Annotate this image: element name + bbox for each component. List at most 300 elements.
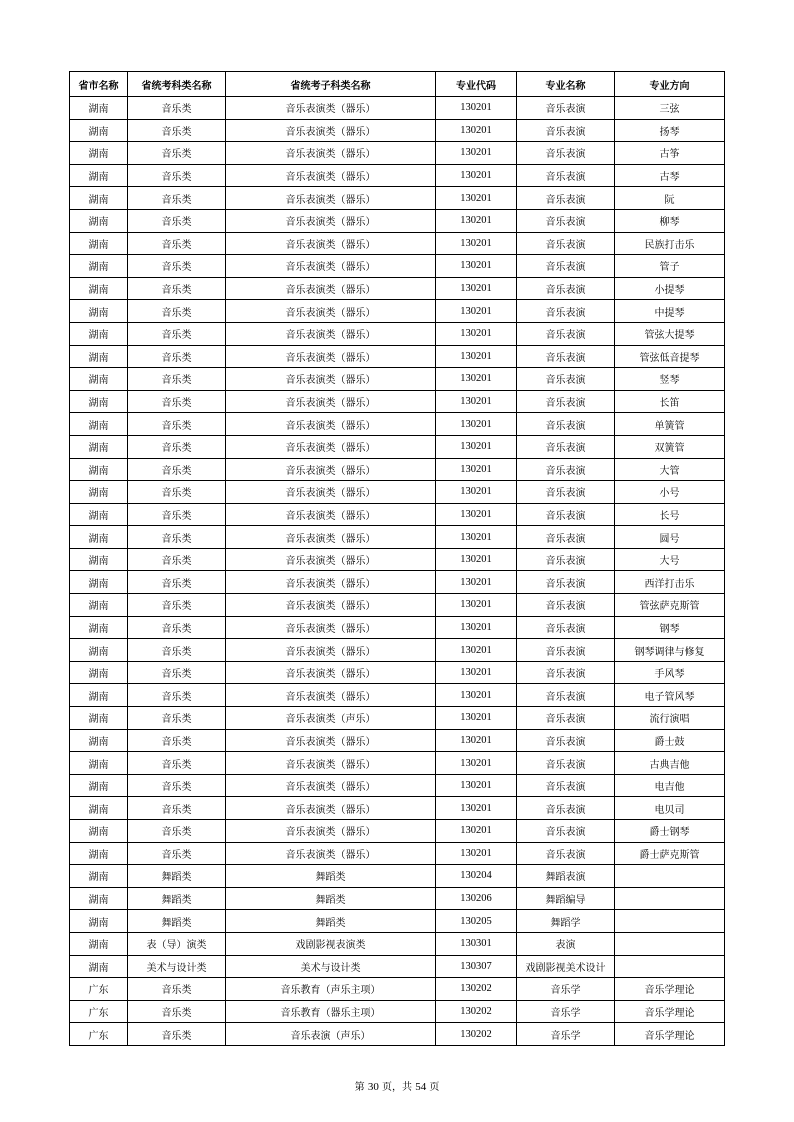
cell-exam-subcategory: 音乐表演类（器乐） (226, 797, 436, 820)
cell-major-name: 音乐表演 (517, 142, 615, 165)
cell-major-direction: 管弦低音提琴 (615, 345, 725, 368)
cell-exam-subcategory: 音乐表演类（器乐） (226, 481, 436, 504)
cell-exam-category: 音乐类 (128, 526, 226, 549)
cell-major-name: 音乐学 (517, 978, 615, 1001)
cell-major-code: 130201 (436, 594, 517, 617)
cell-exam-category: 音乐类 (128, 119, 226, 142)
cell-major-code: 130201 (436, 639, 517, 662)
cell-exam-subcategory: 音乐表演类（器乐） (226, 322, 436, 345)
cell-province: 湖南 (70, 164, 128, 187)
cell-major-code: 130201 (436, 119, 517, 142)
cell-province: 湖南 (70, 435, 128, 458)
table-row (70, 820, 725, 843)
cell-major-code: 130201 (436, 458, 517, 481)
cell-major-direction: 单簧管 (615, 413, 725, 436)
table-row (70, 255, 725, 278)
table-row (70, 729, 725, 752)
cell-exam-subcategory: 音乐表演类（器乐） (226, 142, 436, 165)
cell-exam-subcategory: 美术与设计类 (226, 955, 436, 978)
cell-province: 湖南 (70, 119, 128, 142)
table-row (70, 910, 725, 933)
cell-major-code: 130201 (436, 164, 517, 187)
table-row (70, 616, 725, 639)
cell-major-name: 音乐表演 (517, 842, 615, 865)
cell-major-name: 戏剧影视美术设计 (517, 955, 615, 978)
table-row (70, 1000, 725, 1023)
cell-major-name: 音乐表演 (517, 300, 615, 323)
cell-exam-category: 音乐类 (128, 255, 226, 278)
cell-province: 湖南 (70, 571, 128, 594)
cell-exam-category: 舞蹈类 (128, 865, 226, 888)
table-row (70, 368, 725, 391)
cell-exam-subcategory: 戏剧影视表演类 (226, 932, 436, 955)
cell-exam-category: 舞蹈类 (128, 910, 226, 933)
cell-exam-subcategory: 音乐表演类（器乐） (226, 413, 436, 436)
cell-province: 湖南 (70, 910, 128, 933)
cell-major-direction: 手风琴 (615, 661, 725, 684)
cell-exam-category: 舞蹈类 (128, 887, 226, 910)
table-row (70, 774, 725, 797)
cell-exam-category: 音乐类 (128, 277, 226, 300)
cell-exam-category: 音乐类 (128, 97, 226, 120)
cell-major-code: 130201 (436, 255, 517, 278)
cell-major-name: 音乐表演 (517, 232, 615, 255)
cell-exam-subcategory: 音乐表演类（器乐） (226, 255, 436, 278)
cell-province: 广东 (70, 1000, 128, 1023)
cell-major-code: 130206 (436, 887, 517, 910)
cell-province: 湖南 (70, 932, 128, 955)
cell-province: 湖南 (70, 774, 128, 797)
cell-province: 湖南 (70, 255, 128, 278)
cell-major-name: 音乐表演 (517, 571, 615, 594)
cell-major-direction: 三弦 (615, 97, 725, 120)
cell-exam-category: 音乐类 (128, 752, 226, 775)
cell-exam-subcategory: 音乐表演类（器乐） (226, 571, 436, 594)
cell-major-direction (615, 932, 725, 955)
cell-major-code: 130201 (436, 322, 517, 345)
cell-exam-subcategory: 音乐表演类（器乐） (226, 820, 436, 843)
table-row (70, 639, 725, 662)
cell-major-direction: 音乐学理论 (615, 1000, 725, 1023)
cell-exam-category: 音乐类 (128, 481, 226, 504)
cell-province: 湖南 (70, 842, 128, 865)
cell-exam-category: 音乐类 (128, 684, 226, 707)
cell-major-direction: 流行演唱 (615, 707, 725, 730)
cell-major-direction: 电吉他 (615, 774, 725, 797)
cell-major-code: 130201 (436, 729, 517, 752)
cell-major-direction (615, 955, 725, 978)
cell-province: 湖南 (70, 887, 128, 910)
header-major-code: 专业代码 (436, 72, 517, 97)
cell-province: 湖南 (70, 345, 128, 368)
cell-major-direction: 长笛 (615, 390, 725, 413)
cell-exam-subcategory: 音乐表演类（器乐） (226, 119, 436, 142)
cell-province: 湖南 (70, 300, 128, 323)
table-row (70, 1023, 725, 1046)
cell-exam-subcategory: 音乐表演类（器乐） (226, 164, 436, 187)
cell-exam-category: 音乐类 (128, 774, 226, 797)
cell-province: 湖南 (70, 526, 128, 549)
cell-province: 湖南 (70, 955, 128, 978)
cell-exam-subcategory: 舞蹈类 (226, 887, 436, 910)
cell-major-code: 130201 (436, 842, 517, 865)
header-major-name: 专业名称 (517, 72, 615, 97)
cell-major-direction: 民族打击乐 (615, 232, 725, 255)
cell-exam-subcategory: 音乐表演类（器乐） (226, 277, 436, 300)
cell-exam-category: 音乐类 (128, 707, 226, 730)
cell-exam-category: 音乐类 (128, 390, 226, 413)
table-row (70, 164, 725, 187)
cell-exam-subcategory: 音乐表演类（器乐） (226, 187, 436, 210)
cell-major-direction: 扬琴 (615, 119, 725, 142)
cell-exam-subcategory: 音乐表演类（声乐） (226, 707, 436, 730)
cell-major-direction (615, 865, 725, 888)
cell-major-direction: 大号 (615, 548, 725, 571)
cell-exam-subcategory: 音乐表演类（器乐） (226, 345, 436, 368)
cell-major-name: 音乐表演 (517, 255, 615, 278)
cell-major-direction: 古琴 (615, 164, 725, 187)
cell-major-name: 音乐表演 (517, 707, 615, 730)
footer-suffix: 页 (429, 1082, 440, 1093)
cell-province: 湖南 (70, 639, 128, 662)
table-row (70, 390, 725, 413)
cell-major-name: 音乐表演 (517, 639, 615, 662)
table-row (70, 978, 725, 1001)
cell-province: 湖南 (70, 707, 128, 730)
cell-exam-category: 音乐类 (128, 661, 226, 684)
cell-major-direction: 阮 (615, 187, 725, 210)
cell-major-code: 130202 (436, 978, 517, 1001)
table-row (70, 413, 725, 436)
table-row (70, 503, 725, 526)
cell-exam-subcategory: 音乐表演类（器乐） (226, 616, 436, 639)
table-row (70, 187, 725, 210)
table-row (70, 322, 725, 345)
cell-exam-subcategory: 音乐表演类（器乐） (226, 368, 436, 391)
cell-major-code: 130201 (436, 526, 517, 549)
cell-exam-subcategory: 音乐表演类（器乐） (226, 548, 436, 571)
cell-major-direction: 长号 (615, 503, 725, 526)
cell-exam-subcategory: 音乐表演类（器乐） (226, 594, 436, 617)
cell-exam-category: 音乐类 (128, 413, 226, 436)
cell-major-direction: 电贝司 (615, 797, 725, 820)
cell-major-code: 130201 (436, 820, 517, 843)
cell-major-name: 音乐表演 (517, 322, 615, 345)
cell-exam-category: 音乐类 (128, 435, 226, 458)
cell-exam-subcategory: 音乐表演类（器乐） (226, 752, 436, 775)
table-row (70, 842, 725, 865)
cell-exam-subcategory: 音乐表演类（器乐） (226, 232, 436, 255)
cell-major-direction: 小号 (615, 481, 725, 504)
cell-major-name: 音乐表演 (517, 187, 615, 210)
cell-exam-subcategory: 音乐表演类（器乐） (226, 503, 436, 526)
cell-exam-category: 音乐类 (128, 164, 226, 187)
cell-major-name: 音乐表演 (517, 616, 615, 639)
cell-major-code: 130204 (436, 865, 517, 888)
cell-major-name: 舞蹈编导 (517, 887, 615, 910)
cell-exam-category: 音乐类 (128, 616, 226, 639)
cell-major-direction: 柳琴 (615, 209, 725, 232)
table-row (70, 458, 725, 481)
cell-major-name: 音乐表演 (517, 119, 615, 142)
cell-province: 湖南 (70, 684, 128, 707)
cell-exam-category: 音乐类 (128, 368, 226, 391)
cell-major-direction: 古典吉他 (615, 752, 725, 775)
cell-province: 湖南 (70, 503, 128, 526)
table-row (70, 119, 725, 142)
cell-province: 湖南 (70, 209, 128, 232)
table-row (70, 142, 725, 165)
cell-exam-subcategory: 音乐表演（声乐） (226, 1023, 436, 1046)
cell-major-code: 130201 (436, 368, 517, 391)
table-row (70, 571, 725, 594)
cell-major-name: 音乐表演 (517, 684, 615, 707)
table-row (70, 232, 725, 255)
cell-major-name: 音乐表演 (517, 481, 615, 504)
table-header-row (70, 72, 725, 97)
cell-exam-subcategory: 音乐教育（声乐主项） (226, 978, 436, 1001)
cell-major-name: 音乐表演 (517, 413, 615, 436)
cell-province: 湖南 (70, 616, 128, 639)
cell-exam-category: 音乐类 (128, 187, 226, 210)
cell-major-code: 130201 (436, 435, 517, 458)
cell-exam-category: 音乐类 (128, 571, 226, 594)
table-row (70, 277, 725, 300)
table-body (70, 97, 725, 1046)
cell-major-name: 音乐表演 (517, 209, 615, 232)
cell-major-name: 音乐表演 (517, 661, 615, 684)
cell-province: 广东 (70, 978, 128, 1001)
cell-exam-subcategory: 音乐表演类（器乐） (226, 390, 436, 413)
cell-major-direction: 管弦萨克斯管 (615, 594, 725, 617)
cell-exam-category: 音乐类 (128, 209, 226, 232)
cell-major-name: 音乐表演 (517, 503, 615, 526)
cell-exam-subcategory: 音乐表演类（器乐） (226, 729, 436, 752)
cell-major-name: 音乐表演 (517, 435, 615, 458)
cell-major-code: 130202 (436, 1000, 517, 1023)
cell-province: 湖南 (70, 322, 128, 345)
cell-exam-category: 音乐类 (128, 978, 226, 1001)
cell-major-name: 舞蹈学 (517, 910, 615, 933)
cell-major-code: 130201 (436, 774, 517, 797)
cell-major-code: 130205 (436, 910, 517, 933)
cell-exam-category: 音乐类 (128, 458, 226, 481)
cell-major-code: 130201 (436, 413, 517, 436)
page-footer (0, 1078, 794, 1093)
cell-major-direction (615, 887, 725, 910)
cell-major-direction: 圆号 (615, 526, 725, 549)
cell-major-code: 130201 (436, 707, 517, 730)
cell-exam-category: 音乐类 (128, 1000, 226, 1023)
cell-exam-subcategory: 音乐表演类（器乐） (226, 684, 436, 707)
cell-exam-subcategory: 音乐表演类（器乐） (226, 639, 436, 662)
table-row (70, 797, 725, 820)
cell-major-code: 130201 (436, 571, 517, 594)
cell-province: 湖南 (70, 413, 128, 436)
data-table-container (69, 71, 724, 1046)
cell-exam-subcategory: 音乐表演类（器乐） (226, 300, 436, 323)
cell-major-code: 130201 (436, 97, 517, 120)
cell-exam-subcategory: 音乐表演类（器乐） (226, 842, 436, 865)
cell-major-code: 130201 (436, 752, 517, 775)
table-row (70, 955, 725, 978)
cell-major-name: 音乐表演 (517, 548, 615, 571)
cell-major-code: 130201 (436, 277, 517, 300)
cell-major-name: 音乐表演 (517, 368, 615, 391)
cell-exam-subcategory: 音乐表演类（器乐） (226, 661, 436, 684)
major-table (69, 71, 725, 1046)
cell-major-direction: 古筝 (615, 142, 725, 165)
cell-major-name: 音乐表演 (517, 729, 615, 752)
cell-major-direction: 小提琴 (615, 277, 725, 300)
cell-major-code: 130201 (436, 390, 517, 413)
cell-major-code: 130202 (436, 1023, 517, 1046)
cell-exam-category: 音乐类 (128, 142, 226, 165)
cell-exam-category: 音乐类 (128, 797, 226, 820)
cell-major-name: 音乐表演 (517, 277, 615, 300)
cell-major-name: 音乐表演 (517, 774, 615, 797)
cell-exam-category: 音乐类 (128, 639, 226, 662)
table-row (70, 661, 725, 684)
table-row (70, 548, 725, 571)
cell-province: 湖南 (70, 820, 128, 843)
cell-major-name: 音乐表演 (517, 345, 615, 368)
table-row (70, 707, 725, 730)
cell-exam-subcategory: 音乐表演类（器乐） (226, 209, 436, 232)
cell-major-name: 音乐表演 (517, 390, 615, 413)
cell-province: 湖南 (70, 481, 128, 504)
table-row (70, 887, 725, 910)
table-row (70, 345, 725, 368)
table-row (70, 435, 725, 458)
cell-major-code: 130201 (436, 187, 517, 210)
cell-major-code: 130201 (436, 209, 517, 232)
cell-exam-category: 音乐类 (128, 548, 226, 571)
cell-major-direction: 大管 (615, 458, 725, 481)
cell-province: 湖南 (70, 752, 128, 775)
cell-exam-subcategory: 音乐表演类（器乐） (226, 458, 436, 481)
cell-major-direction: 管子 (615, 255, 725, 278)
cell-exam-subcategory: 音乐表演类（器乐） (226, 435, 436, 458)
table-row (70, 300, 725, 323)
cell-major-direction: 双簧管 (615, 435, 725, 458)
cell-major-direction: 音乐学理论 (615, 1023, 725, 1046)
cell-major-name: 音乐表演 (517, 97, 615, 120)
cell-province: 湖南 (70, 661, 128, 684)
cell-major-direction (615, 910, 725, 933)
cell-major-code: 130201 (436, 300, 517, 323)
cell-exam-subcategory: 音乐表演类（器乐） (226, 526, 436, 549)
cell-province: 湖南 (70, 390, 128, 413)
cell-exam-category: 音乐类 (128, 594, 226, 617)
cell-province: 湖南 (70, 594, 128, 617)
table-row (70, 481, 725, 504)
table-row (70, 209, 725, 232)
cell-major-direction: 竖琴 (615, 368, 725, 391)
table-row (70, 97, 725, 120)
cell-major-code: 130201 (436, 232, 517, 255)
cell-major-name: 音乐表演 (517, 458, 615, 481)
table-row (70, 932, 725, 955)
cell-province: 湖南 (70, 458, 128, 481)
cell-exam-subcategory: 音乐教育（器乐主项） (226, 1000, 436, 1023)
cell-major-direction: 钢琴 (615, 616, 725, 639)
cell-province: 湖南 (70, 548, 128, 571)
cell-exam-category: 音乐类 (128, 729, 226, 752)
cell-exam-category: 表（导）演类 (128, 932, 226, 955)
cell-major-code: 130201 (436, 684, 517, 707)
cell-major-code: 130201 (436, 797, 517, 820)
cell-exam-category: 音乐类 (128, 503, 226, 526)
cell-province: 湖南 (70, 797, 128, 820)
cell-major-name: 音乐表演 (517, 594, 615, 617)
cell-exam-subcategory: 舞蹈类 (226, 865, 436, 888)
cell-major-direction: 钢琴调律与修复 (615, 639, 725, 662)
header-exam-subcategory: 省统考子科类名称 (226, 72, 436, 97)
table-row (70, 594, 725, 617)
cell-exam-category: 美术与设计类 (128, 955, 226, 978)
cell-major-direction: 管弦大提琴 (615, 322, 725, 345)
cell-province: 湖南 (70, 865, 128, 888)
cell-major-code: 130201 (436, 661, 517, 684)
cell-major-name: 音乐表演 (517, 752, 615, 775)
cell-province: 湖南 (70, 187, 128, 210)
footer-page-number: 30 (367, 1081, 379, 1093)
table-row (70, 526, 725, 549)
cell-major-direction: 电子管风琴 (615, 684, 725, 707)
cell-major-name: 表演 (517, 932, 615, 955)
cell-exam-category: 音乐类 (128, 842, 226, 865)
footer-middle: 页，共 (382, 1082, 412, 1093)
cell-major-direction: 爵士萨克斯管 (615, 842, 725, 865)
header-exam-category: 省统考科类名称 (128, 72, 226, 97)
cell-major-code: 130201 (436, 345, 517, 368)
cell-major-direction: 爵士钢琴 (615, 820, 725, 843)
cell-major-name: 音乐表演 (517, 820, 615, 843)
cell-province: 湖南 (70, 142, 128, 165)
cell-province: 湖南 (70, 97, 128, 120)
cell-major-name: 舞蹈表演 (517, 865, 615, 888)
table-row (70, 752, 725, 775)
cell-major-code: 130201 (436, 481, 517, 504)
cell-major-code: 130301 (436, 932, 517, 955)
cell-province: 湖南 (70, 277, 128, 300)
cell-major-name: 音乐学 (517, 1000, 615, 1023)
cell-exam-category: 音乐类 (128, 300, 226, 323)
cell-major-code: 130307 (436, 955, 517, 978)
cell-province: 湖南 (70, 232, 128, 255)
table-row (70, 684, 725, 707)
cell-province: 湖南 (70, 729, 128, 752)
cell-major-direction: 爵士鼓 (615, 729, 725, 752)
table-row (70, 865, 725, 888)
cell-province: 广东 (70, 1023, 128, 1046)
footer-prefix: 第 (354, 1082, 365, 1093)
cell-major-code: 130201 (436, 616, 517, 639)
footer-total-pages: 54 (415, 1081, 427, 1093)
cell-province: 湖南 (70, 368, 128, 391)
cell-major-name: 音乐表演 (517, 164, 615, 187)
cell-exam-category: 音乐类 (128, 322, 226, 345)
cell-exam-subcategory: 音乐表演类（器乐） (226, 774, 436, 797)
cell-exam-category: 音乐类 (128, 232, 226, 255)
cell-exam-subcategory: 舞蹈类 (226, 910, 436, 933)
cell-major-name: 音乐表演 (517, 797, 615, 820)
cell-exam-category: 音乐类 (128, 1023, 226, 1046)
cell-major-direction: 中提琴 (615, 300, 725, 323)
cell-major-code: 130201 (436, 142, 517, 165)
header-major-direction: 专业方向 (615, 72, 725, 97)
